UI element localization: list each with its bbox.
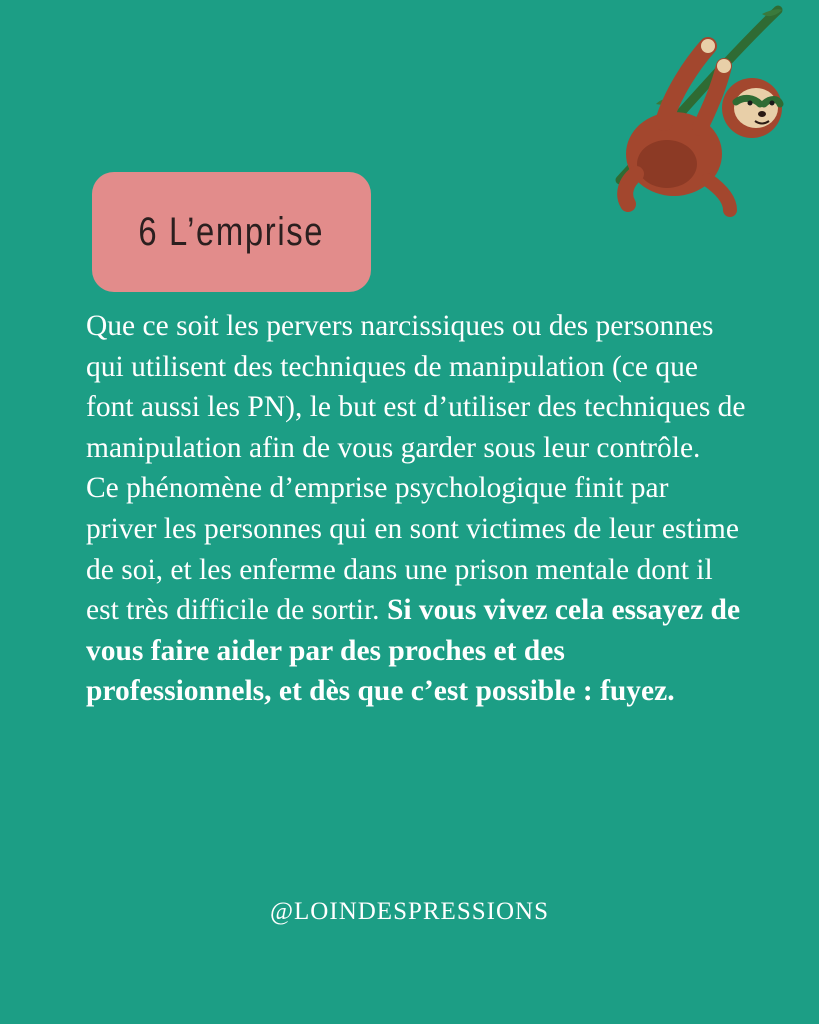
paragraph-intro: Que ce soit les pervers narcissiques ou des personnes qui utilisent des techniques de manipulation (ce que font aussi les PN), le but est d’utiliser des techniques de manipulation afin de vous garder sous leur contrôle. bbox=[86, 310, 746, 464]
sloth-icon bbox=[612, 4, 784, 218]
title-badge bbox=[92, 172, 371, 292]
body-text bbox=[86, 306, 746, 712]
paragraph-emprise bbox=[86, 468, 746, 712]
paragraph-emprise-advice: Si vous vivez cela essayez de vous faire aider par des proches et des professionnels, et dès que c’est possible : fuyez. bbox=[86, 594, 741, 708]
paragraph-emprise-text: Ce phénomène d’emprise psychologique finit par priver les personnes qui en sont victimes de leur estime de soi, et les enferme dans une prison mentale dont il est très difficile de sortir. bbox=[86, 472, 739, 627]
page-title: 6 L’emprise bbox=[138, 209, 325, 254]
author-handle: @LOINDESPRESSIONS bbox=[270, 898, 549, 925]
